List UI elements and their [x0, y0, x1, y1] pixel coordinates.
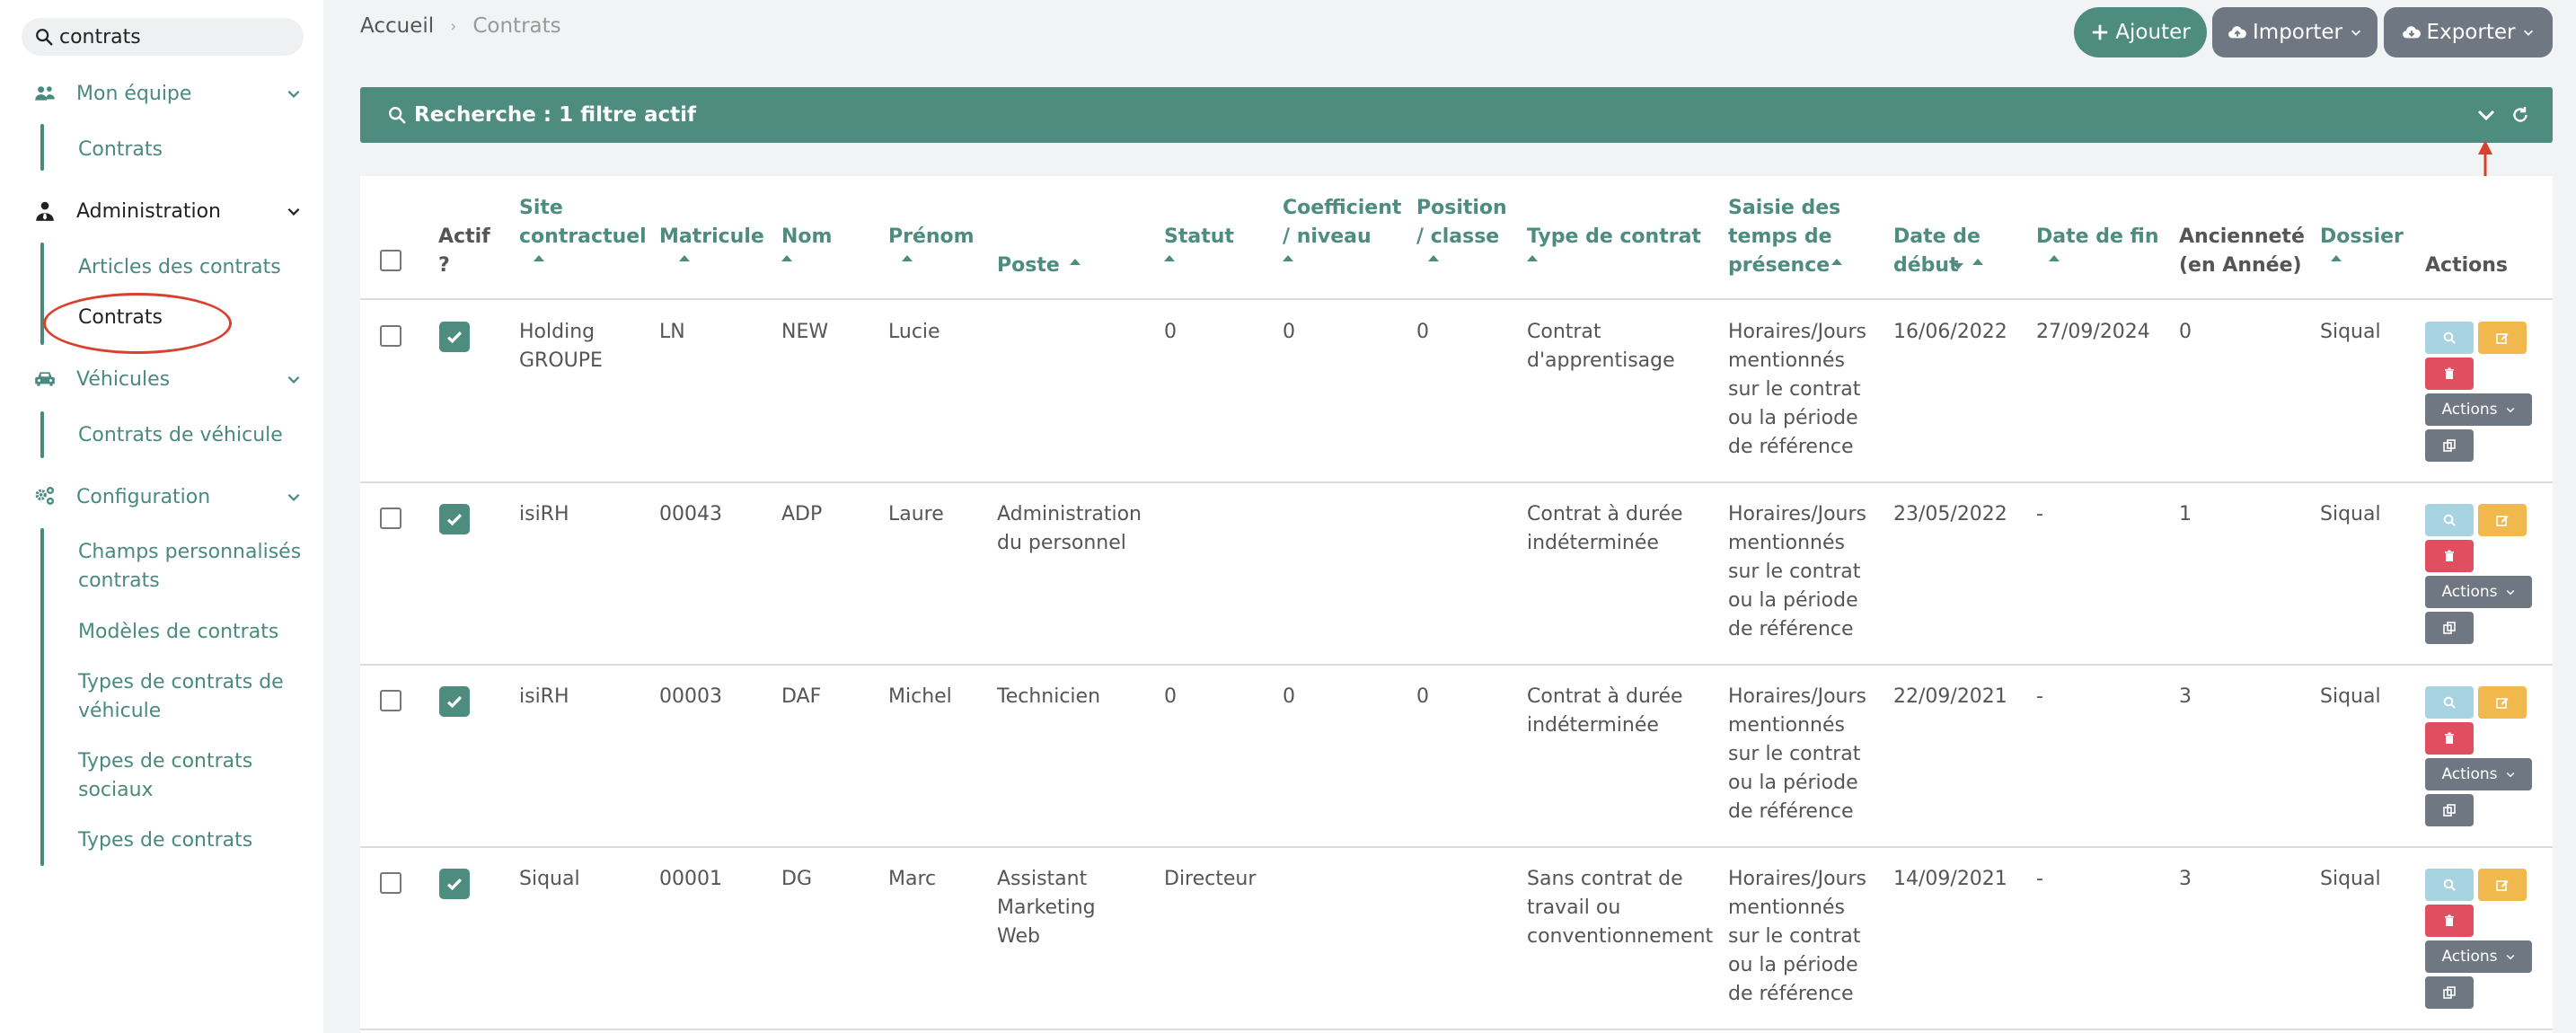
cell-debut: 16/06/2022: [1893, 321, 2007, 343]
check-icon: [445, 509, 464, 529]
cell-anciennete: 3: [2179, 685, 2192, 708]
delete-button[interactable]: [2425, 358, 2474, 390]
export-button-label: Exporter: [2426, 21, 2516, 44]
cell-anciennete: 1: [2179, 503, 2192, 525]
sidebar-section-label: Configuration: [76, 485, 211, 508]
view-button[interactable]: [2425, 322, 2474, 354]
trash-icon: [2442, 731, 2457, 746]
plus-icon: [2090, 22, 2110, 42]
sort-asc-icon: [2331, 255, 2342, 261]
breadcrumb-current: Contrats: [472, 14, 561, 38]
sidebar-section-label: Administration: [76, 199, 221, 223]
sidebar-section-configuration[interactable]: [32, 479, 302, 515]
breadcrumb: [360, 14, 561, 38]
column-header-fin[interactable]: Date de fin: [2036, 225, 2159, 248]
cell-anciennete: 0: [2179, 321, 2192, 343]
cell-nom: DG: [781, 868, 812, 890]
sidebar: [0, 0, 323, 1033]
sort-asc-icon: [781, 255, 792, 261]
select-all-checkbox[interactable]: [380, 250, 401, 271]
copy-icon: [2442, 438, 2457, 453]
tree-line: [40, 243, 44, 345]
cell-prenom: Michel: [888, 685, 952, 708]
active-checkbox[interactable]: [439, 869, 470, 899]
cell-site: Siqual: [519, 868, 580, 890]
import-button[interactable]: [2212, 7, 2378, 57]
sidebar-section-administration[interactable]: [32, 193, 302, 229]
search-icon: [2442, 695, 2457, 710]
cloud-download-icon: [2402, 22, 2422, 42]
sort-asc-icon: [1831, 259, 1842, 265]
search-icon: [387, 105, 407, 125]
sidebar-item-champs-personnalises-contrats[interactable]: Champs personnalisés contrats: [78, 541, 302, 592]
cell-nom: NEW: [781, 321, 829, 343]
cell-fin: -: [2036, 868, 2043, 890]
contracts-table: [360, 176, 2553, 1033]
actions-dropdown[interactable]: [2425, 393, 2532, 426]
check-icon: [445, 874, 464, 894]
sidebar-section-vehicules[interactable]: [32, 361, 302, 397]
column-header-debut[interactable]: Date de début: [1893, 225, 1981, 277]
chevron-down-icon: [2505, 587, 2516, 597]
cell-position: 0: [1416, 685, 1429, 708]
active-checkbox[interactable]: [439, 504, 470, 534]
users-icon: [32, 81, 57, 106]
car-icon: [32, 366, 57, 392]
column-header-saisie[interactable]: Saisie des temps de présence: [1728, 197, 1841, 277]
column-header-prenom[interactable]: Prénom: [888, 225, 975, 248]
sidebar-item-contrats-equipe[interactable]: Contrats: [78, 138, 163, 161]
column-header-anciennete: Ancienneté (en Année): [2179, 225, 2305, 277]
row-checkbox[interactable]: [380, 508, 401, 529]
sort-asc-icon: [1527, 255, 1538, 261]
cell-saisie: Horaires/Jours mentionnés sur le contrat ou la période de référence: [1728, 321, 1867, 458]
cell-statut: 0: [1164, 685, 1177, 708]
duplicate-button[interactable]: [2425, 429, 2474, 462]
actions-dropdown-label: Actions: [2441, 583, 2498, 601]
edit-button[interactable]: [2478, 869, 2527, 901]
cell-dossier: Siqual: [2320, 321, 2381, 343]
breadcrumb-separator: ›: [450, 16, 457, 36]
trash-icon: [2442, 914, 2457, 928]
column-header-actions: Actions: [2425, 254, 2508, 277]
cell-coefficient: 0: [1283, 685, 1295, 708]
search-icon: [2442, 878, 2457, 892]
breadcrumb-home[interactable]: Accueil: [360, 14, 435, 38]
column-header-poste[interactable]: Poste: [997, 254, 1060, 277]
copy-icon: [2442, 985, 2457, 1000]
column-header-site[interactable]: Site contractuel: [519, 197, 647, 248]
chevron-down-icon[interactable]: [2475, 104, 2497, 126]
tree-line: [40, 124, 44, 171]
sort-asc-icon: [1428, 255, 1439, 261]
reset-icon[interactable]: [2510, 104, 2531, 126]
tree-line: [40, 528, 44, 866]
chevron-down-icon: [2350, 26, 2362, 39]
actions-dropdown[interactable]: [2425, 758, 2532, 790]
chevron-down-icon: [2505, 404, 2516, 415]
cell-debut: 14/09/2021: [1893, 868, 2007, 890]
cell-position: 0: [1416, 321, 1429, 343]
sidebar-item-contrats[interactable]: Contrats: [78, 306, 163, 329]
row-checkbox[interactable]: [380, 690, 401, 711]
cell-poste: Assistant Marketing Web: [997, 868, 1096, 948]
sort-asc-icon: [534, 255, 544, 261]
cell-prenom: Lucie: [888, 321, 940, 343]
search-icon: [2442, 331, 2457, 345]
sidebar-item-types-de-contrats-de-vehicule[interactable]: Types de contrats de véhicule: [78, 671, 284, 722]
cell-site: Holding GROUPE: [519, 321, 603, 372]
actions-dropdown[interactable]: [2425, 576, 2532, 608]
column-header-coefficient[interactable]: Coefficient / niveau: [1283, 197, 1402, 248]
search-icon: [2442, 513, 2457, 527]
filter-bar-controls: [2475, 104, 2531, 126]
import-button-label: Importer: [2253, 21, 2342, 44]
delete-button[interactable]: [2425, 905, 2474, 937]
delete-button[interactable]: [2425, 540, 2474, 572]
edit-icon: [2495, 878, 2510, 892]
cell-nom: DAF: [781, 685, 822, 708]
sidebar-item-types-de-contrats[interactable]: Types de contrats: [78, 829, 253, 852]
cell-site: isiRH: [519, 685, 569, 708]
cell-anciennete: 3: [2179, 868, 2192, 890]
sidebar-item-types-de-contrats-sociaux[interactable]: Types de contrats sociaux: [78, 750, 253, 801]
chevron-down-icon: [2505, 769, 2516, 780]
sort-asc-icon: [1164, 255, 1175, 261]
actions-dropdown-label: Actions: [2441, 401, 2498, 419]
sidebar-item-contrats-de-vehicule[interactable]: Contrats de véhicule: [78, 424, 283, 446]
column-header-nom[interactable]: Nom: [781, 225, 833, 248]
actions-dropdown[interactable]: [2425, 940, 2532, 973]
cell-debut: 23/05/2022: [1893, 503, 2007, 525]
chevron-down-icon: [286, 489, 302, 505]
row-divider: [360, 664, 2553, 666]
cell-fin: -: [2036, 503, 2043, 525]
duplicate-button[interactable]: [2425, 794, 2474, 826]
view-button[interactable]: [2425, 504, 2474, 536]
duplicate-button[interactable]: [2425, 612, 2474, 644]
sort-asc-icon: [1972, 259, 1983, 265]
sort-asc-icon: [679, 255, 690, 261]
cell-type: Sans contrat de travail ou conventionnement: [1527, 868, 1714, 948]
cell-statut: Directeur: [1164, 868, 1257, 890]
cell-saisie: Horaires/Jours mentionnés sur le contrat ou la période de référence: [1728, 868, 1867, 1005]
user-tie-icon: [32, 199, 57, 224]
column-header-dossier[interactable]: Dossier: [2320, 225, 2404, 248]
cell-coefficient: 0: [1283, 321, 1295, 343]
sidebar-section-label: Véhicules: [76, 367, 171, 391]
cell-matricule: 00001: [659, 868, 722, 890]
sidebar-item-modeles-de-contrats[interactable]: Modèles de contrats: [78, 621, 279, 643]
view-button[interactable]: [2425, 869, 2474, 901]
cell-poste: Administration du personnel: [997, 503, 1142, 554]
chevron-down-icon: [286, 371, 302, 387]
search-input[interactable]: [59, 26, 293, 49]
check-icon: [445, 692, 464, 711]
sort-asc-icon: [1283, 255, 1293, 261]
row-divider: [360, 481, 2553, 483]
copy-icon: [2442, 803, 2457, 817]
cell-statut: 0: [1164, 321, 1177, 343]
copy-icon: [2442, 621, 2457, 635]
add-button-label: Ajouter: [2115, 21, 2191, 44]
cell-type: Contrat à durée indéterminée: [1527, 503, 1683, 554]
row-divider: [360, 846, 2553, 848]
cell-nom: ADP: [781, 503, 823, 525]
sidebar-search[interactable]: [22, 18, 304, 56]
cell-fin: -: [2036, 685, 2043, 708]
actions-dropdown-label: Actions: [2441, 765, 2498, 783]
edit-icon: [2495, 331, 2510, 345]
column-header-statut[interactable]: Statut: [1164, 225, 1234, 248]
sort-asc-icon: [902, 255, 913, 261]
cell-prenom: Laure: [888, 503, 944, 525]
cell-prenom: Marc: [888, 868, 937, 890]
sidebar-section-label: Mon équipe: [76, 82, 192, 105]
row-divider: [360, 1029, 2553, 1030]
cogs-icon: [32, 484, 57, 509]
view-button[interactable]: [2425, 686, 2474, 719]
check-icon: [445, 327, 464, 347]
add-button[interactable]: [2074, 7, 2207, 57]
cell-dossier: Siqual: [2320, 685, 2381, 708]
active-checkbox[interactable]: [439, 322, 470, 352]
sidebar-item-articles-des-contrats[interactable]: Articles des contrats: [78, 256, 281, 278]
cell-debut: 22/09/2021: [1893, 685, 2007, 708]
cell-matricule: 00003: [659, 685, 722, 708]
search-filter-bar[interactable]: [360, 87, 2553, 143]
filter-bar-label: Recherche : 1 filtre actif: [414, 103, 697, 127]
sort-desc-icon: [1953, 263, 1963, 269]
chevron-down-icon: [286, 85, 302, 102]
column-header-position[interactable]: Position / classe: [1416, 197, 1507, 248]
sort-asc-icon: [2049, 255, 2060, 261]
trash-icon: [2442, 366, 2457, 381]
chevron-down-icon: [286, 203, 302, 219]
column-header-matricule[interactable]: Matricule: [659, 225, 764, 248]
active-checkbox[interactable]: [439, 686, 470, 717]
delete-button[interactable]: [2425, 722, 2474, 755]
cell-type: Contrat d'apprentisage: [1527, 321, 1675, 372]
cell-dossier: Siqual: [2320, 503, 2381, 525]
cell-matricule: LN: [659, 321, 685, 343]
cell-poste: Technicien: [997, 685, 1101, 708]
export-button[interactable]: [2384, 7, 2553, 57]
column-header-type[interactable]: Type de contrat: [1527, 225, 1701, 248]
cell-type: Contrat à durée indéterminée: [1527, 685, 1683, 737]
cell-saisie: Horaires/Jours mentionnés sur le contrat ou la période de référence: [1728, 685, 1867, 823]
sidebar-section-mon-equipe[interactable]: [32, 75, 302, 111]
edit-icon: [2495, 695, 2510, 710]
cell-dossier: Siqual: [2320, 868, 2381, 890]
row-checkbox[interactable]: [380, 325, 401, 347]
actions-dropdown-label: Actions: [2441, 948, 2498, 966]
cell-site: isiRH: [519, 503, 569, 525]
cell-fin: 27/09/2024: [2036, 321, 2150, 343]
edit-icon: [2495, 513, 2510, 527]
edit-button[interactable]: [2478, 686, 2527, 719]
edit-button[interactable]: [2478, 504, 2527, 536]
tree-line: [40, 411, 44, 458]
header-divider: [360, 298, 2553, 300]
search-icon: [34, 27, 54, 47]
edit-button[interactable]: [2478, 322, 2527, 354]
cloud-upload-icon: [2228, 22, 2247, 42]
cell-saisie: Horaires/Jours mentionnés sur le contrat ou la période de référence: [1728, 503, 1867, 640]
cell-matricule: 00043: [659, 503, 722, 525]
row-checkbox[interactable]: [380, 872, 401, 894]
sort-asc-icon: [1070, 259, 1081, 265]
duplicate-button[interactable]: [2425, 976, 2474, 1009]
chevron-down-icon: [2505, 951, 2516, 962]
chevron-down-icon: [2522, 26, 2535, 39]
trash-icon: [2442, 549, 2457, 563]
column-header-actif: Actif ?: [438, 225, 490, 277]
